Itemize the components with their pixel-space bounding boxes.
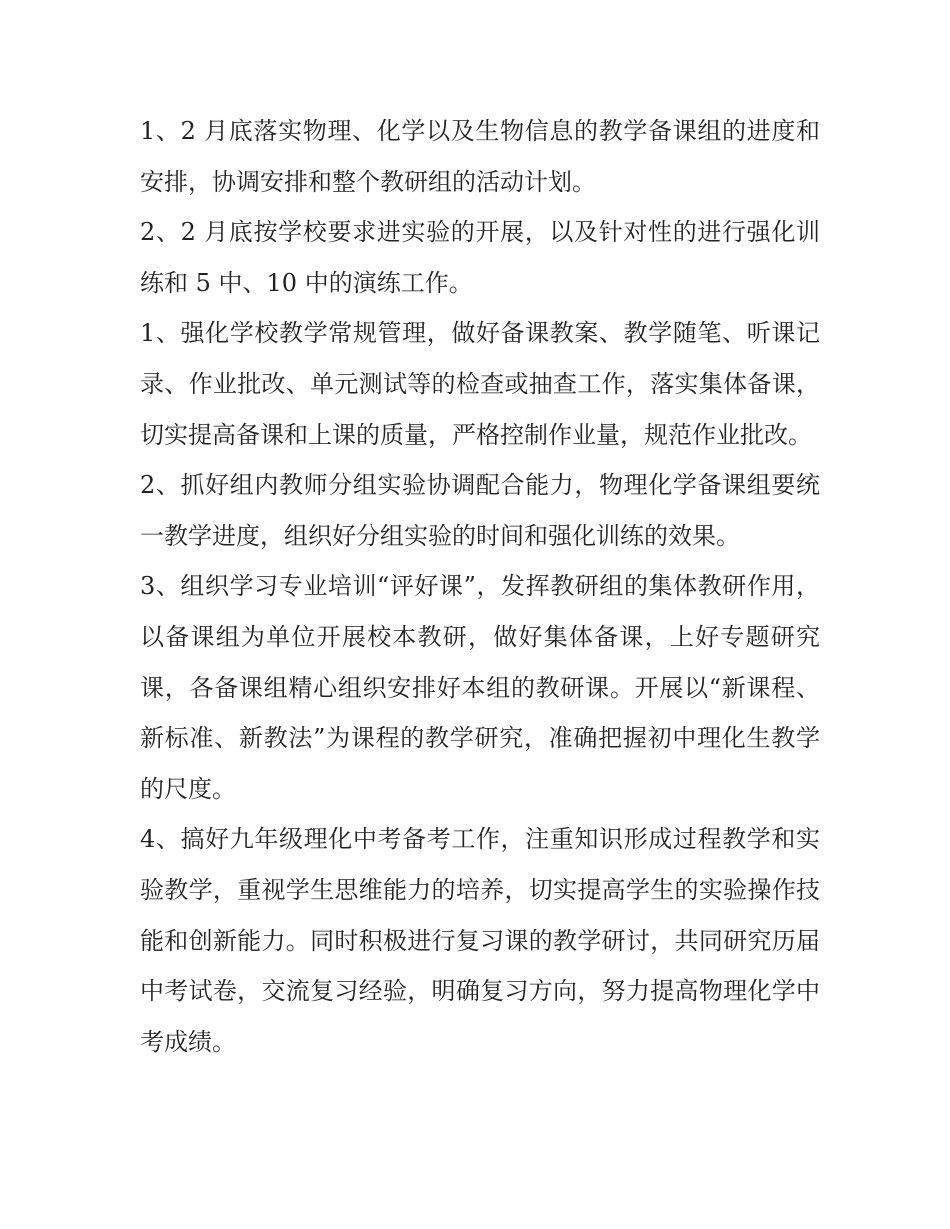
paragraph-4: 2、抓好组内教师分组实验协调配合能力，物理化学备课组要统一教学进度，组织好分组实验的时间和强化训练的效果。 — [140, 471, 820, 550]
paragraph-1: 1、2 月底落实物理、化学以及生物信息的教学备课组的进度和安排，协调安排和整个教研组的活动计划。 — [140, 117, 820, 196]
paragraph-6: 4、搞好九年级理化中考备考工作，注重知识形成过程教学和实验教学，重视学生思维能力的培养，切实提高学生的实验操作技能和创新能力。同时积极进行复习课的教学研讨，共同研究历届中考试卷，交流复习经验，明确复习方向，努力提高物理化学中考成绩。 — [140, 825, 820, 1056]
paragraph-2: 2、2 月底按学校要求进实验的开展，以及针对性的进行强化训练和 5 中、10 中的演练工作。 — [140, 218, 820, 297]
document-body — [140, 106, 820, 1067]
paragraph-5: 3、组织学习专业培训“评好课”，发挥教研组的集体教研作用，以备课组为单位开展校本教研，做好集体备课，上好专题研究课，各备课组精心组织安排好本组的教研课。开展以“新课程、新标准、新教法”为课程的教学研究，准确把握初中理化生教学的尺度。 — [140, 572, 820, 803]
paragraph-3: 1、强化学校教学常规管理，做好备课教案、教学随笔、听课记录、作业批改、单元测试等的检查或抽查工作，落实集体备课，切实提高备课和上课的质量，严格控制作业量，规范作业批改。 — [140, 319, 820, 449]
